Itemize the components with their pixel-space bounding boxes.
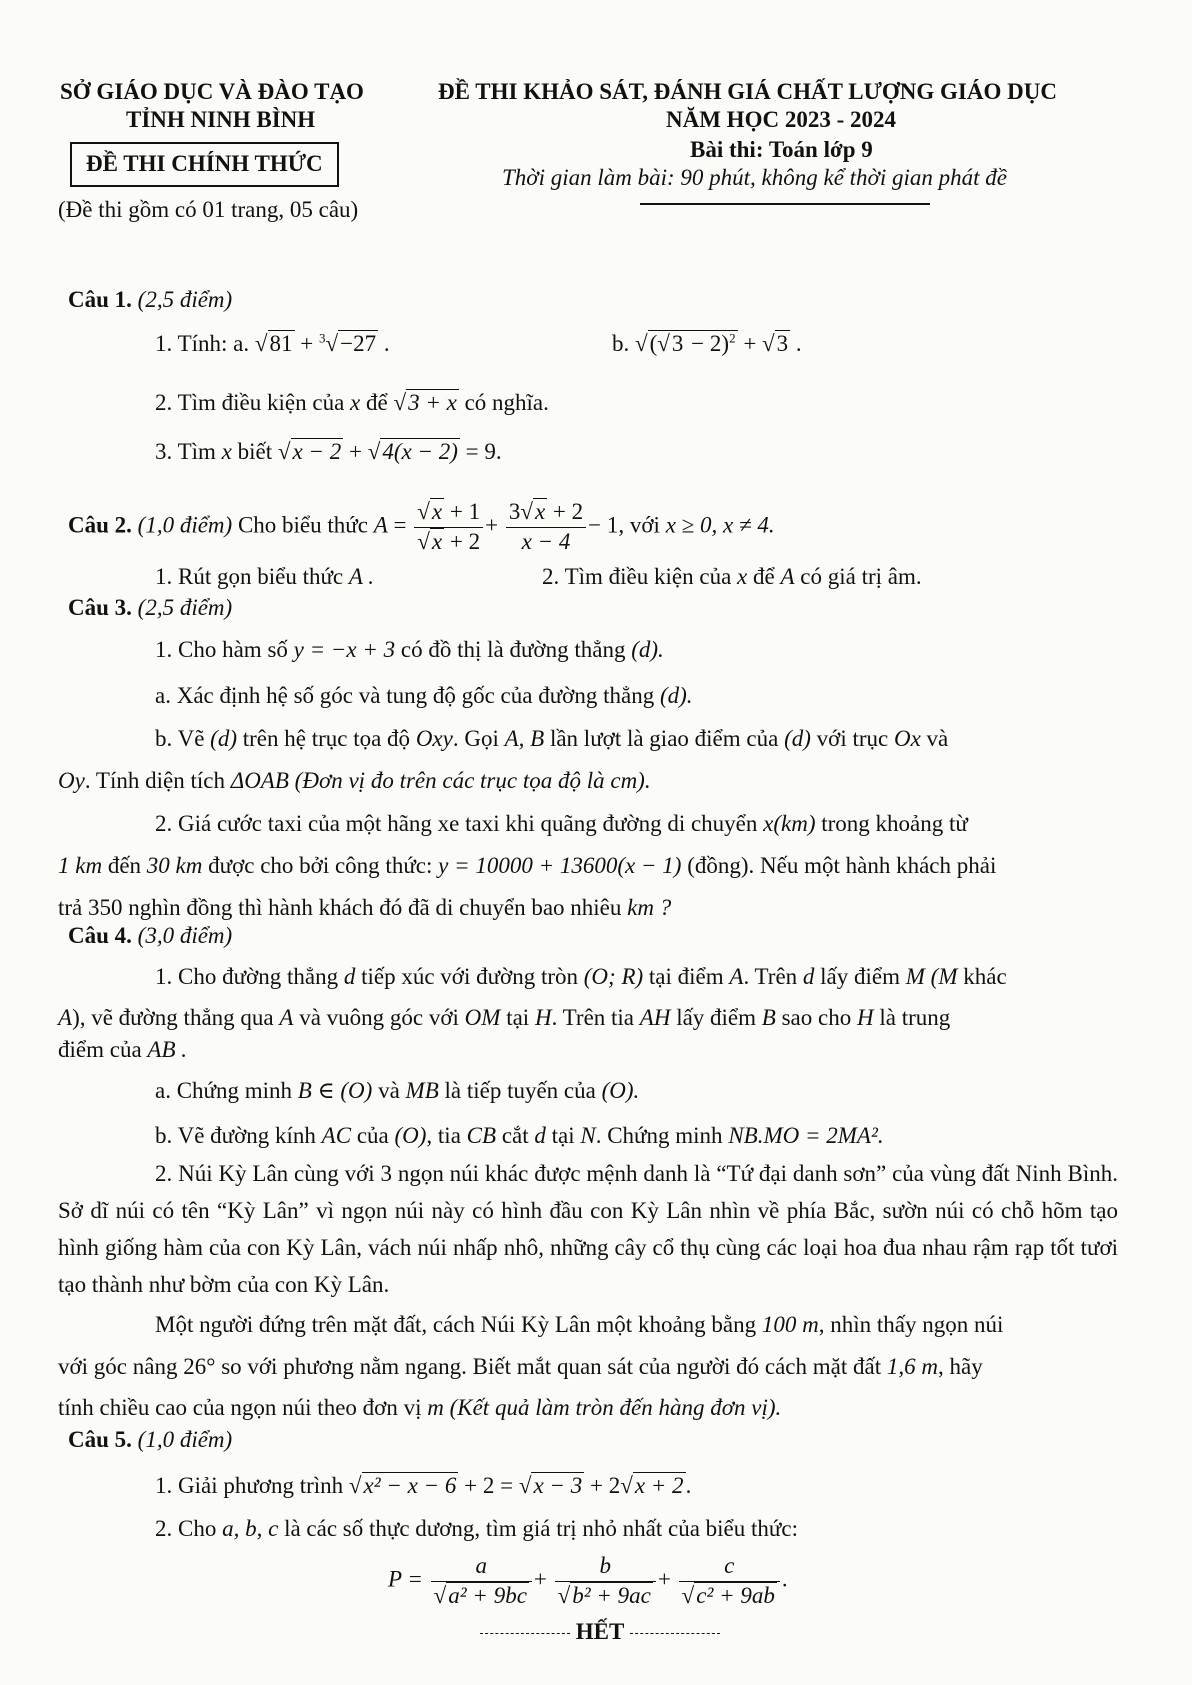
q2-A: A [373, 512, 388, 538]
q3-part2-line3: trả 350 nghìn đồng thì hành khách đó đã di chuyển bao nhiêu km ? [58, 895, 672, 920]
q2-points: (1,0 điểm) [137, 512, 233, 538]
q3-part1b-line1: b. Vẽ (d) trên hệ trục tọa độ Oxy. Gọi A, B lần lượt là giao điểm của (d) với trục Ox và [155, 726, 949, 751]
q1-part1b: b. $√(√3 - 2)^2 + √3$ . [612, 330, 802, 356]
q4-heading: Câu 4. (3,0 điểm) [68, 923, 233, 948]
q4-part1a: a. Chứng minh B ∈ (O) và MB là tiếp tuyến của (O). [155, 1078, 640, 1103]
q1b-inner: 3 [671, 331, 684, 356]
q1p2-text: 2. Tìm điều kiện của [155, 390, 345, 415]
official-exam-label: ĐỀ THI CHÍNH THỨC [70, 142, 339, 187]
q4-part2-paragraph: 2. Núi Kỳ Lân cùng với 3 ngọn núi khác được mệnh danh là “Tứ đại danh sơn” của vùng đất Ninh Bình. Sở dĩ núi có tên “Kỳ Lân” vì ngọn núi này có hình đầu con Kỳ Lân nhìn về phía Bắc, sườn núi có chỗ hõm tạo hình giống hàm của con Kỳ Lân, vách núi nhấp nhô, những cây cổ thụ cùng các loại hoa đua nhau rậm rạp tốt tươi tạo thành như bờm của con Kỳ Lân. [58, 1161, 1118, 1297]
q1-points: (2,5 điểm) [137, 287, 233, 312]
q2-condition-prefix: , với [618, 512, 660, 538]
q1b-tail: 3 [776, 331, 789, 356]
page-info: (Đề thi gồm có 01 trang, 05 câu) [58, 197, 359, 222]
q2-condition: x ≥ 0, x ≠ 4. [665, 512, 775, 538]
q1p3-r2: 4(x − 2) [382, 439, 458, 464]
q1p3-mid: biết [237, 439, 273, 464]
q5-part2: 2. Cho a, b, c là các số thực dương, tìm giá trị nhỏ nhất của biểu thức: [155, 1516, 798, 1541]
q1p3-var: x [221, 439, 232, 464]
q1p3-rhs: = 9. [465, 439, 502, 464]
q1-part1a: 1. Tính: a. √81 + $^3$√−27 . [155, 330, 390, 356]
q4-part2-line3: tính chiều cao của ngọn núi theo đơn vị m (Kết quả làm tròn đến hàng đơn vị). [58, 1395, 782, 1420]
q4-part2-line2: với góc nâng 26° so với phương nằm ngang. Biết mắt quan sát của người đó cách mặt đất 1,6 m, hãy [58, 1354, 983, 1379]
q2-label: Câu 2. [68, 512, 132, 538]
q2-intro: Cho biểu thức [237, 512, 368, 538]
q4-part1b: b. Vẽ đường kính AC của (O), tia CB cắt d tại N. Chứng minh NB.MO = 2MA². [155, 1123, 884, 1148]
q3-part1a: a. Xác định hệ số góc và tung độ gốc của đường thẳng (d). [155, 683, 693, 708]
q3-part2-line1: 2. Giá cước taxi của một hãng xe taxi khi quãng đường di chuyển x(km) trong khoảng từ [155, 811, 968, 836]
q1-part3: 3. Tìm x biết √x − 2 + √4(x − 2) = 9. [155, 439, 502, 464]
q1-part2: 2. Tìm điều kiện của x để √3 + x có nghĩa. [155, 390, 549, 415]
province-name: TỈNH NINH BÌNH [126, 107, 316, 132]
q4-part1-line1: 1. Cho đường thẳng d tiếp xúc với đường tròn (O; R) tại điểm A. Trên d lấy điểm M (M khác [155, 964, 1007, 989]
q2-item2: 2. Tìm điều kiện của x để A có giá trị âm. [542, 564, 922, 589]
q1p2-var: x [350, 390, 361, 415]
q1a-index: 3 [318, 330, 326, 346]
q2-frac2: $\frac{3√x + 2}{x - 4}$ [506, 498, 586, 557]
q2-frac1: $\frac{√x + 1}{√x + 2}$ [414, 498, 483, 557]
exam-title: ĐỀ THI KHẢO SÁT, ĐÁNH GIÁ CHẤT LƯỢNG GIÁO DỤC [438, 79, 1057, 104]
P-term2: $\frac{b}{\text{√b² + 9ac}}$ [555, 1552, 656, 1611]
q5-heading: Câu 5. (1,0 điểm) [68, 1427, 233, 1452]
q1-part1-prefix: 1. Tính: a. [155, 331, 250, 356]
q1a-radicand2: −27 [340, 331, 377, 356]
q5-expression-P: P = $\frac{a}{\text{√a² + 9bc}}$ + $\frac{b}{\text{√b² + 9ac}}$ + $\frac{c}{\text{√c² + 9ab}}$ . [388, 1552, 788, 1611]
school-year: NĂM HỌC 2023 - 2024 [666, 107, 896, 132]
q1-heading [68, 286, 232, 315]
end-marker: HẾT [480, 1618, 720, 1647]
q4-part2-line1: Một người đứng trên mặt đất, cách Núi Kỳ Lân một khoảng bằng 100 m, nhìn thấy ngọn núi [155, 1312, 1004, 1337]
q3-part1: 1. Cho hàm số y = −x + 3 có đồ thị là đường thẳng (d). [155, 637, 664, 662]
q2-heading: Câu 2. (1,0 điểm) Cho biểu thức A = $\frac{√x + 1}{√x + 2}$ + $\frac{3√x + 2}{x - 4}$ − 1, với x ≥ 0, x ≠ 4. [68, 498, 775, 557]
q5-part1: 1. Giải phương trình √x² − x − 6 + 2 = √x − 3 + 2√x + 2. [155, 1473, 692, 1498]
q1b-prefix: b. [612, 331, 630, 356]
department-name: SỞ GIÁO DỤC VÀ ĐÀO TẠO [60, 79, 364, 104]
header-rule [640, 203, 930, 205]
q1-label: Câu 1. [68, 287, 132, 312]
q3-heading: Câu 3. (2,5 điểm) [68, 595, 233, 620]
subject: Bài thi: Toán lớp 9 [690, 137, 873, 162]
P-term3: $\frac{c}{\text{√c² + 9ab}}$ [679, 1552, 780, 1611]
q4-part1-line3: điểm của AB . [58, 1037, 188, 1062]
q3-part2-line2: 1 km đến 30 km được cho bởi công thức: y = 10000 + 13600(x − 1) (đồng). Nếu một hành khách phải [58, 853, 997, 878]
q1p2-tail: có nghĩa. [464, 390, 549, 415]
q2-item1: 1. Rút gọn biểu thức A . [155, 564, 375, 589]
q1p3-r1: x − 2 [292, 439, 342, 464]
q3-part1b-line2: Oy. Tính diện tích ΔOAB (Đơn vị đo trên các trục tọa độ là cm). [58, 768, 651, 793]
q1a-radicand1: 81 [269, 331, 293, 356]
P-term1: $\frac{a}{\text{√a² + 9bc}}$ [431, 1552, 532, 1611]
q4-part1-line2: A), vẽ đường thẳng qua A và vuông góc với OM tại H. Trên tia AH lấy điểm B sao cho H là trung [58, 1005, 951, 1030]
q1p2-expr: 3 + x [408, 390, 457, 415]
duration: Thời gian làm bài: 90 phút, không kể thời gian phát đề [502, 165, 1007, 190]
q1p3-text: 3. Tìm [155, 439, 216, 464]
